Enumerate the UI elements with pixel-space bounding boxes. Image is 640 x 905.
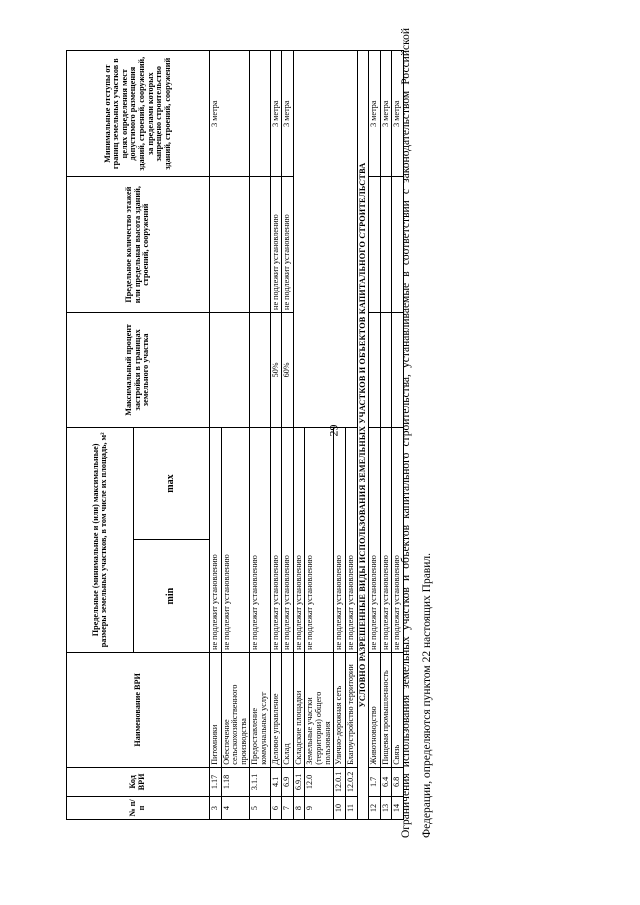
section-title: УСЛОВНО РАЗРЕШЕННЫЕ ВИДЫ ИСПОЛЬЗОВАНИЯ ЗЕМЕЛЬНЫХ УЧАСТКОВ И ОБЪЕКТОВ КАПИТАЛЬНОГО СТРОИТЕЛЬСТВА: [357, 51, 369, 820]
row-area: не подлежат установлению: [282, 427, 294, 652]
row-area: не подлежат установлению: [293, 427, 305, 652]
row-code: 1.18: [221, 767, 250, 796]
row-num: 7: [282, 797, 294, 820]
row-percent: 50%: [270, 312, 282, 427]
table-row: [210, 51, 222, 820]
table-row: [380, 51, 392, 820]
row-name: Улично-дорожная сеть: [334, 652, 346, 767]
row-area: не подлежат установлению: [369, 427, 381, 652]
row-code: 1.7: [369, 767, 381, 796]
table-row: [369, 51, 381, 820]
row-num: 3: [210, 797, 222, 820]
row-area: не подлежит установлению: [210, 427, 222, 652]
header-code: Код ВРИ: [67, 767, 210, 796]
header-setback: Минимальные отступы от границ земельных участков в целях определения мест допустимого размещения зданий, строений, сооружений, за пределами которых запрещено строительство зданий, строений, сооружений: [67, 51, 210, 177]
row-name: Связь: [392, 652, 404, 767]
row-name: Складские площадки: [293, 652, 305, 767]
row-name: Пищевая промышленность: [380, 652, 392, 767]
row-name: Предоставление коммунальных услуг: [250, 652, 270, 767]
row-floors: [210, 177, 250, 313]
row-area: не подлежат установлению: [392, 427, 404, 652]
row-setback: 3 метра: [282, 51, 294, 177]
row-setback: [250, 51, 270, 177]
row-setback: 3 метра: [392, 51, 404, 177]
footnote-text: Ограничения использования земельных участков и объектов капитального строительства, устанавливаемые в соответствии с законодательством Российской Федерации, определяются пунктом 22 настоящих Правил.: [400, 28, 433, 838]
row-name: Деловое управление: [270, 652, 282, 767]
row-percent: [369, 312, 381, 427]
row-num: 13: [380, 797, 392, 820]
row-num: 6: [270, 797, 282, 820]
row-num: 12: [369, 797, 381, 820]
regulations-table: [66, 50, 404, 820]
header-percent: Максимальный процент застройки в границах земельного участка: [67, 312, 210, 427]
header-area: Предельные (минимальные и (или) максимальные) размеры земельных участков, в том числе их площадь, м²: [67, 427, 134, 652]
row-setback: 3 метра: [369, 51, 381, 177]
row-code: 6.4: [380, 767, 392, 796]
row-num: 10: [334, 797, 346, 820]
row-name: Благоустройство территории: [345, 652, 357, 767]
section-row: [357, 51, 369, 820]
row-code: 12.0.1: [334, 767, 346, 796]
row-num: 11: [345, 797, 357, 820]
row-floors: [380, 177, 392, 313]
table-row: [270, 51, 282, 820]
header-max: max: [134, 427, 210, 540]
row-num: 8: [293, 797, 305, 820]
row-area: не подлежат установлению: [345, 427, 357, 652]
row-percent: [250, 312, 270, 427]
row-empty-block: [293, 51, 357, 428]
row-area: не подлежат установлению: [270, 427, 282, 652]
header-row: [67, 51, 134, 820]
row-name: Животноводство: [369, 652, 381, 767]
table-row: [250, 51, 270, 820]
row-num: 5: [250, 797, 270, 820]
row-area: не подлежат установлению: [380, 427, 392, 652]
row-percent: 60%: [282, 312, 294, 427]
row-floors: не подлежит установлению: [282, 177, 294, 313]
row-code: 6.9.1: [293, 767, 305, 796]
row-code: 6.8: [392, 767, 404, 796]
row-num: 9: [305, 797, 334, 820]
row-setback: 3 метра: [270, 51, 282, 177]
row-floors: [369, 177, 381, 313]
header-name: Наименование ВРИ: [67, 652, 210, 767]
row-num: 14: [392, 797, 404, 820]
row-code: 6.9: [282, 767, 294, 796]
row-name: Обеспечение сельскохозяйственного производства: [221, 652, 250, 767]
row-name: Склад: [282, 652, 294, 767]
row-setback: 3 метра: [210, 51, 250, 177]
row-code: 12.0: [305, 767, 334, 796]
header-min: min: [134, 540, 210, 653]
rotated-page-content: [66, 18, 446, 838]
row-floors: не подлежит установлению: [270, 177, 282, 313]
header-floors: Предельное количество этажей или предельная высота зданий, строений, сооружений: [67, 177, 210, 313]
row-percent: [210, 312, 250, 427]
row-name: Питомники: [210, 652, 222, 767]
row-area: не подлежат установлению: [250, 427, 270, 652]
row-setback: 3 метра: [380, 51, 392, 177]
row-code: 12.0.2: [345, 767, 357, 796]
row-area: не подлежит установлению: [221, 427, 250, 652]
row-code: 4.1: [270, 767, 282, 796]
row-name: Земельные участки (территории) общего пользования: [305, 652, 334, 767]
table-row: [293, 51, 305, 820]
page-number: 29: [326, 424, 341, 437]
row-code: 1.17: [210, 767, 222, 796]
header-num: № п/п: [67, 797, 210, 820]
row-area: не подлежат установлению: [334, 427, 346, 652]
row-percent: [380, 312, 392, 427]
row-area: не подлежат установлению: [305, 427, 334, 652]
row-floors: [250, 177, 270, 313]
row-num: 4: [221, 797, 250, 820]
table-row: [282, 51, 294, 820]
row-code: 3.1.1: [250, 767, 270, 796]
